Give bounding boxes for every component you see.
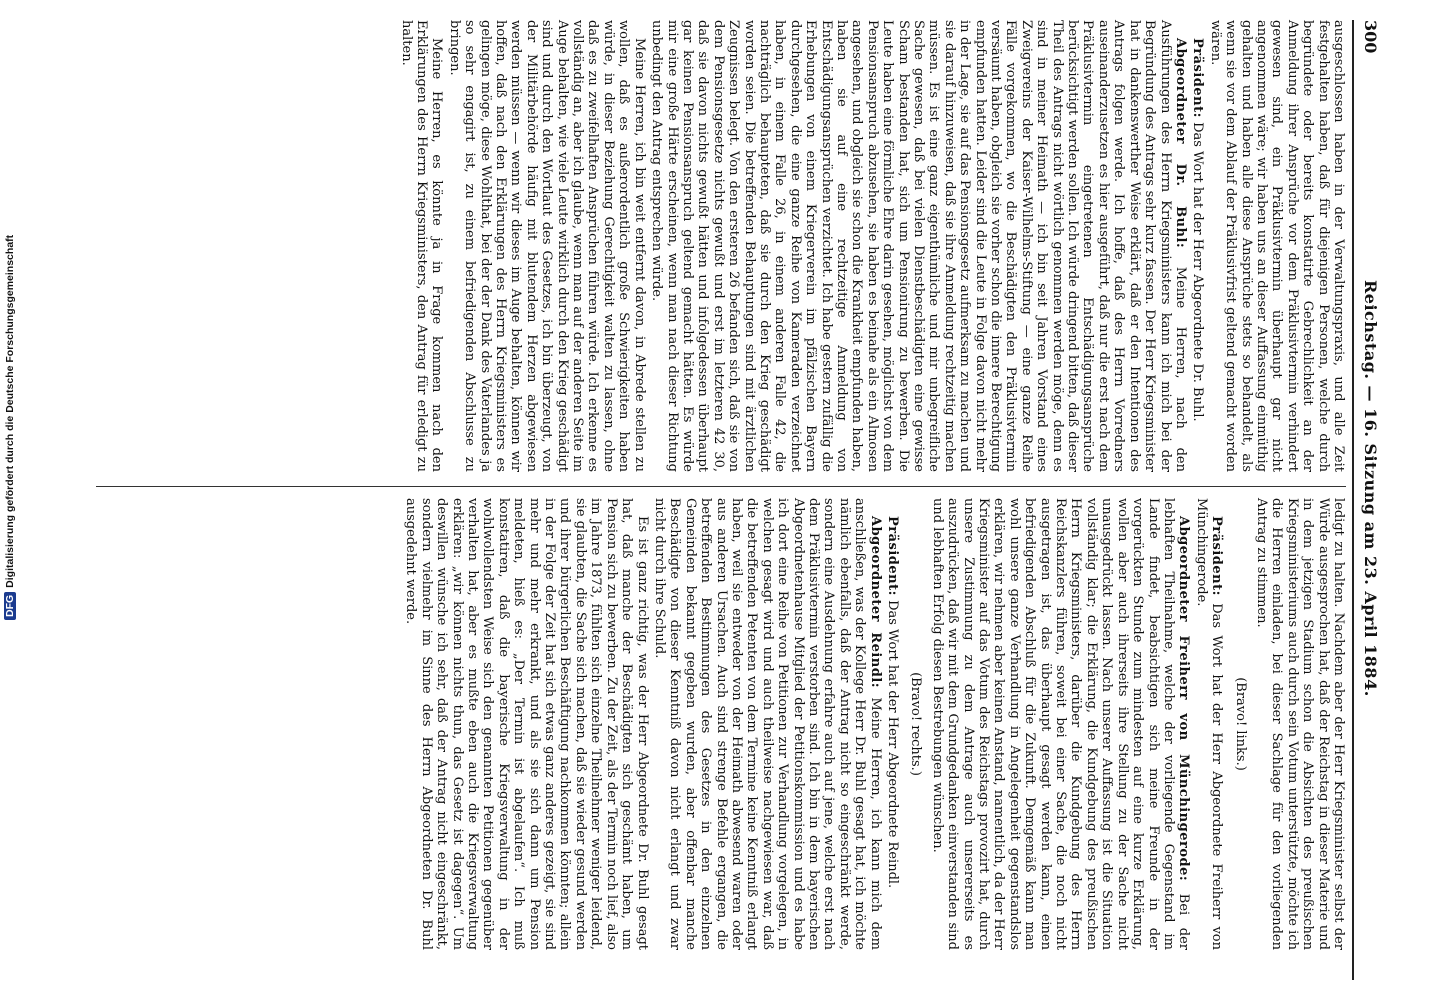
body-paragraph: ausgeschlossen haben in der Verwaltungspraxis, und alle Zeit festgehalten haben, daß für diejenigen Personen, welche durch begründete oder bereits konstatirte Gebrechlichkeit an der Anmeldung ihrer Ansprüche vor dem Präklusivtermin verhindert gewesen sind, ein Präklusivtermin überhaupt gar nicht angenommen wäre; wir haben uns an dieser Auffassung einmüthig gehalten und haben alle diese Ansprüche stets so behandelt, als wenn sie vor dem Ablauf der Präklusivfrist geltend gemacht worden wären. bbox=[1207, 20, 1346, 472]
digitization-footer bbox=[4, 235, 16, 620]
speech-paragraph bbox=[652, 498, 883, 950]
applause-note: (Bravo! links.) bbox=[1232, 677, 1248, 771]
footer-text: Digitalisierung gefördert durch die Deutsche Forschungsgemeinschaft bbox=[4, 234, 16, 588]
speech-text: Meine Herren, nach den Ausführungen des Herrn Kriegsministers kann ich mich bei der Begründung des Antrags sehr kurz fassen. Der Herr Kriegsminister hat in dankenswerther Weise erklärt, daß er den Intentionen des Antrags folgen werde. Ich hoffe, daß des Herrn Vorredners auseinanderzusetzen es hier ausgeführt, daß nur die erst nach dem Präklusivtermin eingetretenen Entschädigungsansprüche berücksichtigt werden sollen. Ich würde dringend bitten, daß dieser Theil des Antrags nicht wörtlich genommen werden möge, denn es sind in meiner Heimath — ich bin seit Jahren Vorstand eines Zweigvereins der Kaiser-Wilhelms-Stiftung — eine ganze Reihe Fälle vorgekommen, wo die Beschädigten den Präklusivtermin versäumt haben, obgleich sie vorher schon die innere Berechtigung empfunden hatten. Leider sind die Leute in Folge davon nicht mehr in der Lage, sie auf das Pensionsgesetz aufmerksam zu machen und sie darauf hinzuweisen, daß sie ihre Anmeldung rechtzeitig machen müssen. Es ist eine ganz eigenthümliche und mir unbegreifliche Sache gewesen, daß bei vielen Dienstbeschädigten eine gewisse Scham bestanden hat, sich um Pensionirung zu bewerben. Die Leute haben eine förmliche Ehre darin gesehen, möglichst von dem Pensionsanspruch abzusehen, sie haben es beinahe als ein Almosen angesehen, und obgleich sie schon die Krankheit empfunden haben, haben sie auf eine rechtzeitige Anmeldung von Entschädigungsansprüchen verzichtet. Ich habe gestern zufällig die Erhebungen von einem Kriegerverein im pfälzischen Bayern durchgesehen, die eine ganze Reihe von Kameraden verzeichnet haben, in einem Falle 26, in einem anderen Falle 42, die nachträglich behaupteten, daß sie durch den Krieg geschädigt worden seien. Die betreffenden Behauptungen sind mit ärztlichen Zeugnissen belegt. Von den ersteren 26 befanden sich, daß sie von dem Pensionsgesetze nichts gewußt und erst im letzteren 42 30, daß sie davon nichts gewußt hätten und infolgedessen überhaupt gar keinen Pensionsanspruch geltend gemacht hätten. Es würde mir eine große Härte erscheinen, wenn man nach dieser Richtung unbedingt den Antrag entsprechen würde. bbox=[649, 20, 1188, 472]
body-paragraph: ledigt zu halten. Nachdem aber der Herr Kriegsminister selbst der Würde ausgesprochen hat, daß der Reichstag in dieser Materie und in dem jetzigen Stadium schon die Absichten des preußischen Kriegsministeriums auch durch sein Votum unterstützte, möchte ich die Herren einladen, bei dieser Sachlage für den vorliegenden Antrag zu stimmen. bbox=[1253, 498, 1346, 950]
right-column bbox=[401, 498, 1346, 950]
applause-note: (Bravo! rechts.) bbox=[908, 672, 924, 776]
speech-paragraph bbox=[649, 20, 1188, 472]
page-header bbox=[1348, 20, 1380, 980]
speaker-name: Präsident: bbox=[1190, 38, 1206, 118]
body-paragraph: Meine Herren, ich bin weit entfernt davon, in Abrede stellen zu wollen, daß es außerordentlich große Schwierigkeiten haben würde, in dieser Beziehung Gerechtigkeit walten zu lassen, ohne daß es zu zweifelhaften Ansprüchen führen würde. Ich erkenne es vollständig an, aber ich glaube, wenn man auf der anderen Seite im Auge behalten, wie viele Leute wirklich durch den Krieg geschädigt sind und durch den Wortlaut des Gesetzes, ich bin überzeugt, von der Militärbehörde häufig mit blutendem Herzen abgewiesen werden müssen — wenn wir dieses im Auge behalten, können wir hoffen, daß nach den Erklärungen des Herrn Kriegsministers es gelingen möge, diese Wohlthat, bei der der Dank des Vaterlandes ja so sehr engagirt ist, zu einem befriedigenden Abschlusse zu bringen. bbox=[446, 20, 647, 472]
speaker-name: Präsident: bbox=[1209, 516, 1225, 596]
running-title: Reichstag. — 16. Sitzung am 23. April 1884. bbox=[1361, 280, 1380, 697]
speech-paragraph bbox=[1193, 498, 1224, 950]
left-column bbox=[396, 20, 1346, 472]
body-paragraph: Meine Herren, es könnte ja in Frage kommen nach den Erklärungen des Herrn Kriegsministers, den Antrag für erledigt zu halten. bbox=[398, 20, 445, 472]
header-rule bbox=[1352, 20, 1354, 980]
rotated-page-content bbox=[90, 20, 1380, 980]
speaker-name: Abgeordneter Dr. Buhl: bbox=[1172, 38, 1188, 249]
speech-paragraph bbox=[929, 498, 1191, 950]
speech-text: Das Wort hat der Herr Abgeordnete Freiherr von Münchingerode. bbox=[1193, 498, 1225, 950]
speaker-name: Abgeordneter Reindl: bbox=[867, 516, 883, 689]
speech-text: Das Wort hat der Herr Abgeordnete Reindl. bbox=[885, 600, 901, 889]
speech-text: Das Wort hat der Herr Abgeordnete Dr. Buhl. bbox=[1190, 122, 1206, 422]
column-divider bbox=[96, 486, 1346, 487]
speech-paragraph bbox=[1190, 20, 1205, 472]
speaker-name: Abgeordneter Freiherr von Münchingerode: bbox=[1176, 516, 1192, 882]
speech-paragraph bbox=[885, 498, 900, 950]
page-number: 300 bbox=[1361, 20, 1380, 54]
body-paragraph: Es ist ganz richtig, was der Herr Abgeordnete Dr. Buhl gesagt hat, daß manche der Beschädigten sich geschämt haben, um Pension sich zu bewerben. Zu der Zeit, als der Termin noch lief, also im Jahre 1873, fühlten sich einzelne Theilnehmer weniger leidend, sie glaubten, die Sache sich machen, daß sie wieder gesund werden und ihrer bürgerlichen Beschäftigung nachkommen könnten; allein in der Folge der Zeit hat sich etwas ganz anderes gezeigt, sie sind mehr und mehr erkrankt, und als sie sich dann um Pension meldeten, hieß es: „Der Termin ist abgelaufen“. Ich muß konstatiren, daß die bayerische Kriegsverwaltung in der wohlwollendsten Weise sich den genannten Petitionen gegenüber verhalten hat, aber es mußte eben auch die Kriegsverwaltung erklären: „wir können nichts thun, das Gesetz ist dagegen“. Um deswillen wünsche ich sehr, daß der Antrag nicht eingeschränkt, sondern vielmehr im Sinne des Herrn Abgeordneten Dr. Buhl ausgedehnt werde. bbox=[403, 498, 650, 950]
speech-text: Bei der lebhaften Theilnahme, welche der vorliegende Gegenstand im Lande findet, beabsichtigen sich meine Freunde in der vorgerückten Stunde zum mindesten auf eine kurze Erklärung, wollen aber auch ihrerseits ihre Stellung zu der Sache nicht unausgedrückt lassen. Nach unserer Auffassung ist die Situation vollständig klar; die Erklärung, die Kundgebung des preußischen Herrn Kriegsministers, darüber die Kundgebung des Herrn Reichskanzlers führen, soweit bei einer Sache, die noch nicht ausgetragen ist, das überhaupt gesagt werden kann, einen befriedigenden Abschluß für die Zukunft. Demgemäß kann man wohl unsere ganze Verhandlung in Angelegenheit gegenstandslos erklären, wir nehmen aber keinen Anstand, namentlich, da der Herr Kriegsminister auf das Votum des Reichstags provozirt hat, durch unsere Zustimmung zu dem Antrage auch unsererseits es auszudrücken, daß wir mit dem Grundgedanken einverstanden sind und lebhaften Erfolg diesen Bestrebungen wünschen. bbox=[929, 498, 1192, 950]
speaker-name: Präsident: bbox=[885, 516, 901, 596]
dfg-logo: DFG bbox=[4, 592, 16, 620]
speech-text: Meine Herren, ich kann mich dem anschließen, was der Kollege Herr Dr. Buhl gesagt hat, ich möchte nämlich ebenfalls, daß der Antrag nicht so eingeschränkt werde, sondern eine Ausdehnung erfahre auch auf jene, welche erst nach dem Präklusivtermin verstorben sind. Ich bin in dem bayerischen Abgeordnetenhause Mitglied der Petitionskommission und es habe ich dort eine Reihe von Petitionen zur Verhandlung vorgelegen, in welchen gesagt wird und auch theilweise nachgewiesen war, daß die betreffenden Petenten von dem Termine keine Kenntniß erlangt haben, weil sie entweder von der Heimath abwesend waren oder aus anderen Ursachen. Auch sind strenge Befehle ergangen, die betreffenden Bestimmungen des Gesetzes in den einzelnen Gemeinden bekannt gegeben wurden, aber offenbar manche Beschädigte von dieser Kenntniß davon nicht erlangt und zwar nicht durch ihre Schuld. bbox=[651, 498, 883, 951]
